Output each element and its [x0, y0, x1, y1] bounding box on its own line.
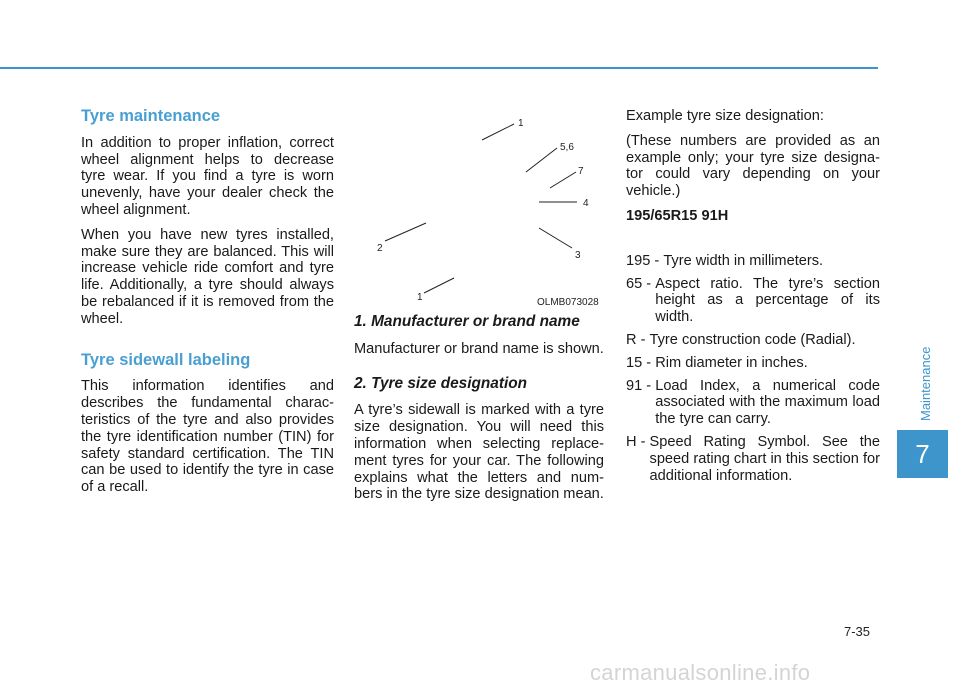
callout-label: 4 — [583, 198, 589, 209]
paragraph-tin: This information identifies and describes the fundamental charac- teristics of the tyre and also provides the tyre identification number (TIN) for safety standard certification. The TIN can be used to identify the tyre in case of a recall. — [81, 378, 334, 496]
definition-key: H - — [626, 433, 650, 450]
heading-manufacturer: 1. Manufacturer or brand name — [354, 313, 580, 330]
heading-sidewall-labeling: Tyre sidewall labeling — [81, 350, 251, 369]
definition-value: Tyre construction code (Radial). — [649, 331, 856, 348]
definition-row — [626, 434, 880, 484]
paragraph-brand: Manufacturer or brand name is shown. — [354, 340, 604, 357]
heading-size-designation: 2. Tyre size designation — [354, 374, 528, 392]
figure-code: OLMB073028 — [537, 297, 599, 308]
callout-label: 1 — [518, 118, 524, 129]
page-number: 7-35 — [844, 624, 871, 639]
paragraph-balance: When you have new tyres installed, make sure they are balanced. This will increase vehicle ride comfort and tyre life. Additionally, a tyre should always be rebalanced if it is removed from the wheel. — [81, 226, 334, 327]
definition-key: 65 - — [626, 275, 656, 292]
definition-row — [626, 253, 880, 270]
example-intro: Example tyre size designation: — [626, 108, 824, 124]
example-note: (These numbers are provided as an example only; your tyre size designa- tor could vary depending on your vehicle.) — [626, 132, 880, 200]
definition-row — [626, 355, 880, 372]
callout-label: 7 — [578, 166, 584, 177]
definition-row — [626, 378, 880, 428]
column-middle — [354, 110, 604, 511]
watermark: carmanualsonline.info — [590, 660, 811, 685]
paragraph-alignment: In addition to proper inflation, correct wheel alignment helps to decrease tyre wear. If you find a tyre is worn unevenly, have your dealer check the wheel alignment. — [81, 134, 334, 218]
definition-value: Load Index, a numerical code associated with the maximum load the tyre can carry. — [655, 377, 880, 428]
callout-label: 1 — [417, 292, 423, 303]
chapter-tab-label: Maintenance — [918, 346, 933, 422]
definition-row — [626, 276, 880, 326]
definition-key: 91 - — [626, 377, 656, 394]
column-right — [626, 108, 880, 490]
definition-key: 195 - — [626, 252, 664, 269]
definition-value: Aspect ratio. The tyre’s section height as a percentage of its width. — [655, 275, 880, 326]
definition-key: R - — [626, 331, 650, 348]
callout-label: 3 — [575, 250, 581, 261]
definition-value: Rim diameter in inches. — [655, 354, 808, 371]
paragraph-size: A tyre’s sidewall is marked with a tyre size designation. You will need this information when selecting replace- ment tyres for your car. The following explains what the letters and num- bers in the tyre size designation mean. — [354, 402, 604, 503]
definition-value: Speed Rating Symbol. See the speed rating chart in this section for additional information. — [649, 433, 880, 484]
callout-label: 2 — [377, 243, 383, 254]
header-rule — [0, 67, 878, 69]
column-left — [81, 108, 334, 504]
heading-tyre-maintenance: Tyre maintenance — [81, 107, 221, 125]
chapter-number-tab: 7 — [897, 430, 948, 478]
callout-label: 5,6 — [560, 142, 574, 153]
definition-row — [626, 332, 880, 349]
definition-value: Tyre width in millimeters. — [663, 252, 824, 269]
example-size: 195/65R15 91H — [626, 207, 729, 224]
definition-key: 15 - — [626, 354, 656, 371]
